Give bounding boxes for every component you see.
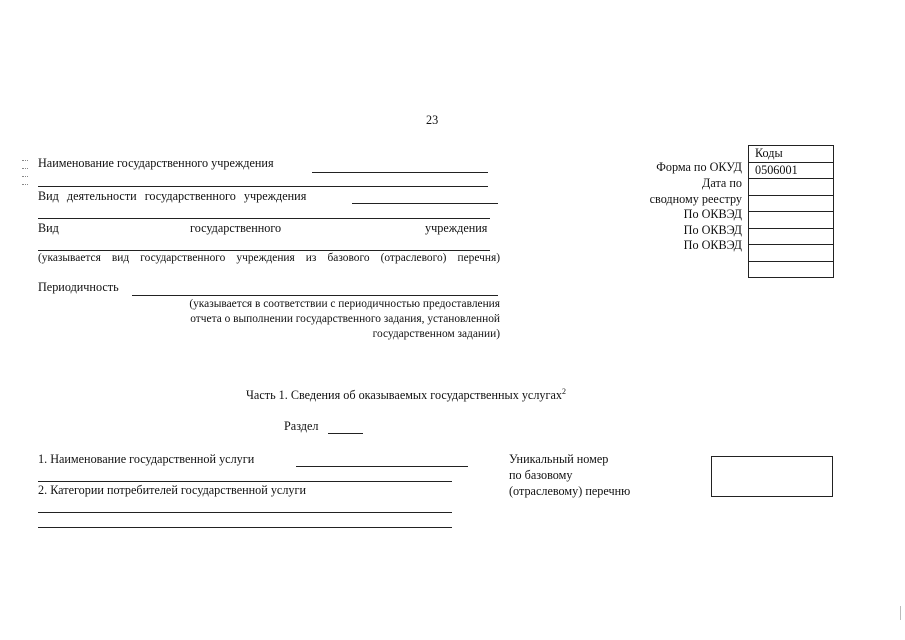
institution-name-label: Наименование государственного учреждения [38, 156, 274, 170]
consumers-label: 2. Категории потребителей государственной услуги [38, 483, 307, 497]
activity-field-line2[interactable] [38, 218, 490, 219]
unique-number-label-3: (отраслевому) перечню [509, 484, 631, 498]
institution-name-field[interactable] [312, 172, 488, 173]
page-number: 23 [426, 113, 439, 127]
unique-number-label-2: по базовому [509, 468, 573, 482]
okved-code-cell-4[interactable] [749, 262, 833, 279]
margin-mark [22, 184, 28, 185]
okved-code-cell-2[interactable] [749, 229, 833, 246]
date-label: Дата по [702, 176, 742, 190]
part-title [246, 387, 566, 403]
kind-field[interactable] [38, 250, 490, 251]
kind-note: (указывается вид государственного учреждения из базового (отраслевого) перечня) [38, 252, 500, 264]
activity-label: Вид деятельности государственного учреждения [38, 189, 307, 203]
registry-label: сводному реестру [649, 192, 742, 206]
service-name-field[interactable] [296, 466, 468, 467]
service-name-field-line2[interactable] [38, 481, 452, 482]
okved-label-1: По ОКВЭД [683, 207, 742, 221]
registry-code-cell[interactable] [749, 196, 833, 213]
okud-label: Форма по ОКУД [656, 160, 742, 174]
kind-word-3: учреждения [425, 221, 488, 235]
date-code-cell[interactable] [749, 179, 833, 196]
activity-field[interactable] [352, 203, 498, 204]
consumers-field-line1[interactable] [38, 512, 452, 513]
periodicity-note-2: отчета о выполнении государственного задания, установленной [190, 313, 500, 325]
periodicity-note-3: государственном задании) [372, 328, 500, 340]
kind-word-2: государственного [190, 221, 282, 235]
unique-number-label-1: Уникальный номер [509, 452, 609, 466]
part-title-text: Часть 1. Сведения об оказываемых государственных услугах [246, 388, 563, 403]
unique-number-box[interactable] [711, 456, 833, 497]
periodicity-note-1: (указывается в соответствии с периодичностью предоставления [189, 298, 500, 310]
kind-word-1: Вид [38, 221, 59, 235]
periodicity-field[interactable] [132, 295, 498, 296]
okud-code-cell[interactable]: 0506001 [749, 163, 833, 180]
periodicity-label: Периодичность [38, 280, 119, 294]
margin-mark [22, 176, 28, 177]
okved-code-cell-3[interactable] [749, 245, 833, 262]
service-name-label: 1. Наименование государственной услуги [38, 452, 255, 466]
consumers-field-line2[interactable] [38, 527, 452, 528]
section-label: Раздел [284, 419, 319, 433]
okved-label-2: По ОКВЭД [683, 223, 742, 237]
okved-code-cell-1[interactable] [749, 212, 833, 229]
margin-mark [22, 168, 28, 169]
margin-mark [22, 160, 28, 161]
codes-header: Коды [749, 146, 833, 163]
part-footnote: 2 [562, 387, 567, 396]
scan-mark [900, 606, 901, 620]
codes-table [748, 145, 834, 278]
section-field[interactable] [328, 433, 363, 434]
institution-name-field-line2[interactable] [38, 186, 488, 187]
okved-label-3: По ОКВЭД [683, 238, 742, 252]
